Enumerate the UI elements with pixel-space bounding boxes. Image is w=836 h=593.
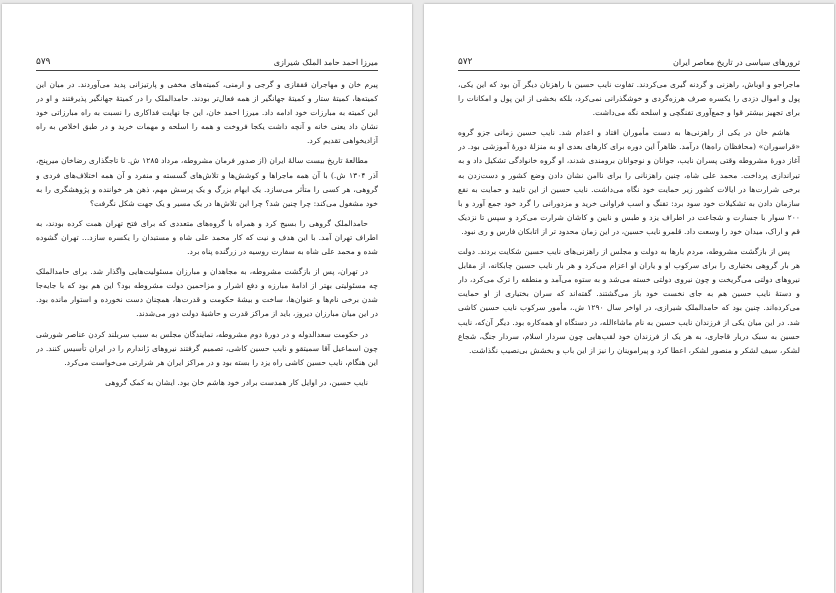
left-paragraph-3: حامدالملک گروهی را بسیج کرد و همراه با گروه‌های متعددی که برای فتح تهران همت کرده بودند، به اطراف تهران آمد. با این هدف و نیت که کار محمد علی شاه و مستبدان را یکسره سازد... تهران گشوده شده و محمد علی شاه به سفارت روسیه در زرگنده پناه برد. (36, 218, 378, 257)
left-paragraph-2: مطالعهٔ تاریخ بیست سالهٔ ایران (از صدور فرمان مشروطه، مرداد ۱۲۸۵ ش. تا تاجگذاری رضاخان میرپنج، آذر ۱۳۰۴ ش.) با آن همه ماجراها و کوشش‌ها و تلاش‌های گسسته و منفرد و آن همه اختلاف‌های فردی و گروهی، هر کسی را متأثر می‌سازد. یک ابهام بزرگ و یک پرسش مهم، ذهن هر خواننده و پژوهشگری را به خود مشغول می‌کند: چرا چنین شد؟ چرا این تلاش‌ها در یک مسیر و یک جهت شکل نگرفت؟ (36, 156, 378, 208)
right-page-body (458, 78, 800, 573)
left-paragraph-4: در تهران، پس از بازگشت مشروطه، به مجاهدان و مبارزان مسئولیت‌هایی واگذار شد. برای حامدالملک چه مسئولیتی بهتر از ادامهٔ مبارزه و دفع اشرار و مزاحمین دولت مشروطه بود؟ این هم بود که با جایه‌جا شدن برخی نام‌ها و عنوان‌ها، ساخت و بیشهٔ حکومت و قدرت‌ها، همچنان دست نخورده و استوار مانده بود. در این میان مبارزان دیروز، باید از مراکز قدرت و حاشیهٔ دولت دور می‌شدند. (36, 267, 378, 319)
right-paragraph-3: پس از بازگشت مشروطه، مردم بارها به دولت و مجلس از راهزنی‌های نایب حسین شکایت بردند. دولت هر بار گروهی بختیاری را برای سرکوب او و یاران او اعزام می‌کرد و هر بار نایب حسین چابکانه، از مقابل نیروهای دولتی می‌گریخت و چون نیروی دولتی خسته می‌شد و به ستوه می‌آمد و منطقه را ترک می‌کرد، دار و دستهٔ نایب حسین هم به جای نخست خود باز می‌گشتند. گفته‌اند که سران بختیاری از او حمایت می‌کرده‌اند. چنین بود که حامدالملک شیرازی، در اواخر سال ۱۲۹۰ ش.، مأمور سرکوب نایب حسین کاشی شد. در این میان یکی از فرزندان نایب حسین به نام ماشاءالله، در دستگاه او همه‌کاره بود. دیگر آن‌که، نایب حسین به سبک دربار قاجاری، به هر یک از فرزندان خود لقب‌هایی چون سردار اسلام، سردار جنگ، شجاع لشکر، سیف لشکر و منصور لشکر، اعطا کرد و پیراموینان را نیز از این باب و بخشش بی‌نصیب نگذاشت. (458, 247, 800, 355)
left-page-number: ۵۷۹ (36, 57, 51, 67)
left-paragraph-6: نایب حسین، در اوایل کار همدست برادر خود هاشم خان بود. ایشان به کمک گروهی (105, 377, 368, 387)
left-paragraph-5: در حکومت سعدالدوله و در دورهٔ دوم مشروطه، نمایندگان مجلس به سبب سربلند کردن عناصر شورشی چون اسماعیل آقا سمیتقو و نایب حسین کاشی، تصمیم گرفتند نیروهای ژاندارم را در ایران تأسیس کنند. در این هنگام، نایب حسین کاشی راه یزد را بسته بود و در مراکز ایران هر شرارتی می‌خواست می‌کرد. (36, 329, 378, 367)
right-paragraph-1: ماجراجو و اوباش، راهزنی و گردنه گیری می‌کردند. تفاوت نایب حسین با راهزنان دیگر آن بود که این یکی، پول و اموال دزدی را یکسره صرف هرزه‌گردی و خوشگذرانی نمی‌کرد، بلکه بخشی از این پول و امکانات را برای تجهیز بیشتر قوا و جمع‌آوری تفنگچی و اسلحه نگه می‌داشت. (458, 80, 800, 118)
right-page-number: ۵۷۲ (458, 57, 473, 67)
right-page-header (458, 54, 800, 71)
right-page (424, 4, 834, 593)
right-running-head: ترورهای سیاسی در تاریخ معاصر ایران (672, 58, 800, 67)
left-page-body (36, 78, 378, 573)
right-paragraph-2: هاشم خان در یکی از راهزنی‌ها به دست مأموران افتاد و اعدام شد. نایب حسین زمانی جزو گروه «قراسوران» (محافظان راه‌ها) درآمد. ظاهراً این دوره برای کارهای بعدی او به منزلهٔ دورهٔ آموزشی بود. در آغاز دورهٔ مشروطه وقتی پسران نایب، جوانان و نوجوانان برومندی شدند، او گروه خانوادگی تشکیل داد و به تیراندازی پرداخت. محمد علی شاه، چنین راهزنانی را برای ناامن نشان دادن وضع کشور و دست‌زدن به برخی شرارت‌ها در ایالات کشور زیر حمایت خود نگاه می‌داشت. نایب حسین از این تایید و حمایت به نفع سازمان دادن به تشکیلات خود سود برد: تفنگ و اسب فراوانی خرید و مزدورانی را گرد خود جمع آورد و با ۲۰۰ سوار با جسارت و شجاعت در اطراف یزد و طبس و نایین و کاشان شرارت می‌کرد و سپس تا نزدیک قم و اراک، میدان خود را وسعت داد. قلمرو نایب حسین، در این زمان محدود تر از اتابکان فارس و ری نبود. (458, 128, 800, 236)
left-page (2, 4, 412, 593)
left-page-header (36, 54, 378, 71)
left-paragraph-1: پیرم خان و مهاجران قفقازی و گرجی و ارمنی، کمیته‌های مخفی و پارتیزانی پدید می‌آوردند. در میان این کمیته‌ها، کمیتهٔ ستار و کمیتهٔ جهانگیر از همه فعال‌تر بودند. حامدالملک را در کمیتهٔ جهانگیر پذیرفتند و او در این کمیته به مبارزات خود ادامه داد. میرزا احمد خان، این جا نهایت فداکاری را نسبت به راه مبارزاتی خود نشان داد یعنی خانه و آنچه داشت یکجا فروخت و همه را اسلحه و مهمات خرید و در طبق اخلاص به راه آزادیخواهی تقدیم کرد. (36, 80, 378, 146)
left-running-head: میرزا احمد حامد الملک شیرازی (273, 58, 378, 67)
